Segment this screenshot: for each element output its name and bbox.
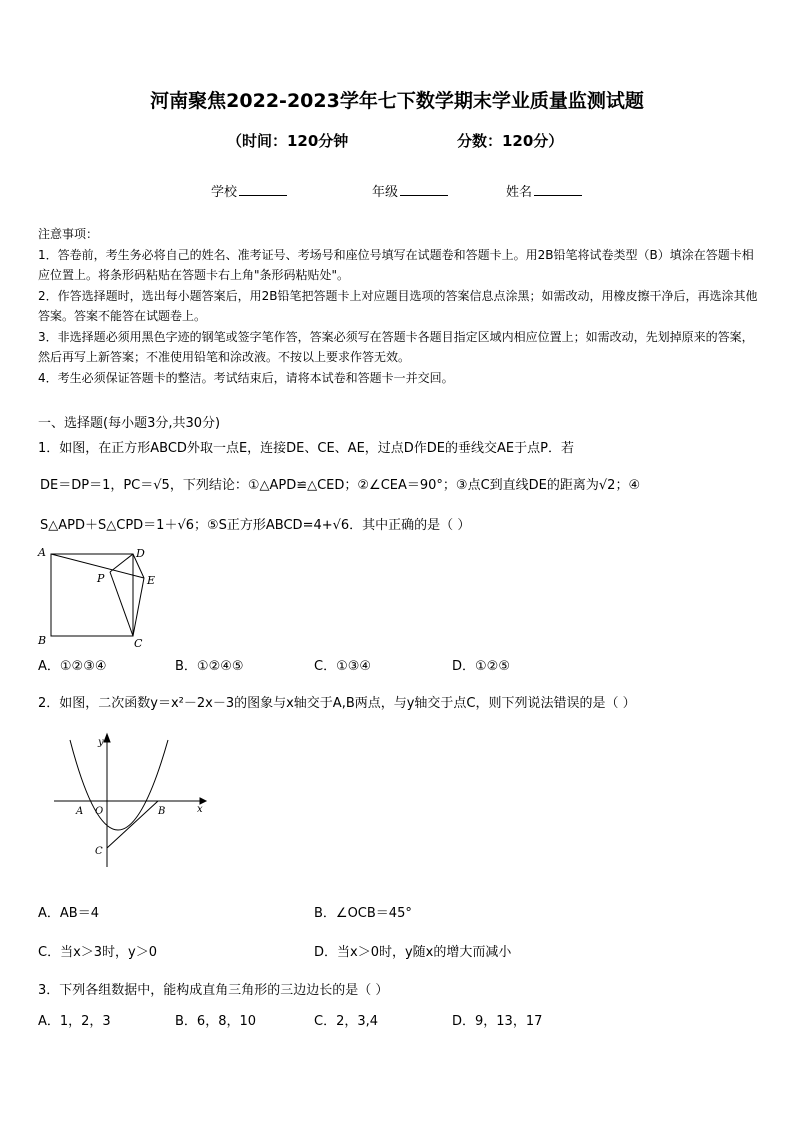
label-a: A: [76, 806, 84, 817]
note-item: 3．非选择题必须用黑色字迹的钢笔或签字笔作答，答案必须写在答题卡各题目指定区域内相应位置上；如需改动，先划掉原来的答案，然后再写上新答案；不准使用铅笔和涂改液。不按以上要求作答无效。: [38, 329, 754, 364]
label-c: C: [95, 846, 103, 857]
label-c: C: [134, 637, 143, 650]
q2-parabola-figure: [52, 732, 212, 872]
label-y: y: [98, 737, 104, 748]
notes-heading: 注意事项：: [38, 227, 99, 241]
grade-blank: [400, 183, 448, 196]
school-field: [211, 181, 287, 200]
segment-dp: [110, 554, 133, 572]
school-label: 学校: [211, 185, 238, 200]
notes-block: [38, 224, 758, 388]
label-a: A: [38, 546, 46, 559]
label-p: P: [97, 572, 105, 585]
q1-option-c: C．①③④: [314, 659, 372, 674]
q2-option-c: C．当x＞3时，y＞0: [38, 945, 158, 960]
label-b: B: [158, 806, 166, 817]
q3-stem: 3．下列各组数据中，能构成直角三角形的三边边长的是（ ）: [38, 983, 389, 998]
segment-cb: [107, 801, 158, 848]
name-blank: [534, 183, 582, 196]
q2-stem: 2．如图，二次函数y＝x²－2x－3的图象与x轴交于A,B两点，与y轴交于点C，则下列说法错误的是（ ）: [38, 696, 636, 711]
grade-field: [372, 181, 448, 200]
q1-square-figure: [30, 544, 170, 650]
q3-option-a: A．1，2，3: [38, 1014, 111, 1029]
school-blank: [239, 183, 287, 196]
q1-stem-line3: S△APD＋S△CPD＝1＋√6；⑤S正方形ABCD=4+√6．其中正确的是（ ）: [40, 518, 471, 533]
q2-option-d: D．当x＞0时，y随x的增大而减小: [314, 945, 512, 960]
q1-stem-line2: DE＝DP＝1，PC＝√5，下列结论：①△APD≌△CED；②∠CEA＝90°；③点C到直线DE的距离为√2；④: [40, 478, 641, 493]
segment-pc: [110, 572, 133, 636]
y-axis-arrow: [104, 734, 110, 742]
square-abcd: [51, 554, 133, 636]
grade-label: 年级: [372, 185, 399, 200]
q3-option-b: B．6，8，10: [175, 1014, 257, 1029]
label-d: D: [136, 547, 145, 560]
parabola-curve: [70, 740, 168, 830]
page-title: 河南聚焦2022-2023学年七下数学期末学业质量监测试题: [150, 90, 644, 112]
name-field: [506, 181, 582, 200]
segment-ce: [133, 578, 144, 636]
note-item: 1．答卷前，考生务必将自己的姓名、准考证号、考场号和座位号填写在试题卷和答题卡上。用2B铅笔将试卷类型（B）填涂在答题卡相应位置上。将条形码粘贴在答题卡右上角"条形码粘贴处"。: [38, 247, 754, 282]
label-o: O: [95, 806, 104, 817]
section-heading: 一、选择题(每小题3分,共30分): [38, 416, 221, 431]
q3-option-c: C．2，3,4: [314, 1014, 379, 1029]
label-b: B: [38, 634, 47, 647]
total-score: 分数：120分）: [457, 132, 564, 150]
q2-option-b: B．∠OCB＝45°: [314, 906, 412, 921]
note-item: 4．考生必须保证答题卡的整洁。考试结束后，请将本试卷和答题卡一并交回。: [38, 370, 454, 385]
q1-option-b: B．①②④⑤: [175, 659, 244, 674]
q1-option-d: D．①②⑤: [452, 659, 510, 674]
name-label: 姓名: [506, 185, 533, 200]
q2-option-a: A．AB＝4: [38, 906, 99, 921]
q3-option-d: D．9，13，17: [452, 1014, 543, 1029]
q1-option-a: A．①②③④: [38, 659, 107, 674]
time-limit: （时间：120分钟: [227, 132, 349, 150]
note-item: 2．作答选择题时，选出每小题答案后，用2B铅笔把答题卡上对应题目选项的答案信息点涂黑；如需改动，用橡皮擦干净后，再选涂其他答案。答案不能答在试题卷上。: [38, 288, 758, 323]
label-e: E: [147, 574, 156, 587]
label-x: x: [197, 804, 203, 815]
q1-stem-line1: 1．如图，在正方形ABCD外取一点E，连接DE、CE、AE，过点D作DE的垂线交AE于点P．若: [38, 441, 574, 456]
